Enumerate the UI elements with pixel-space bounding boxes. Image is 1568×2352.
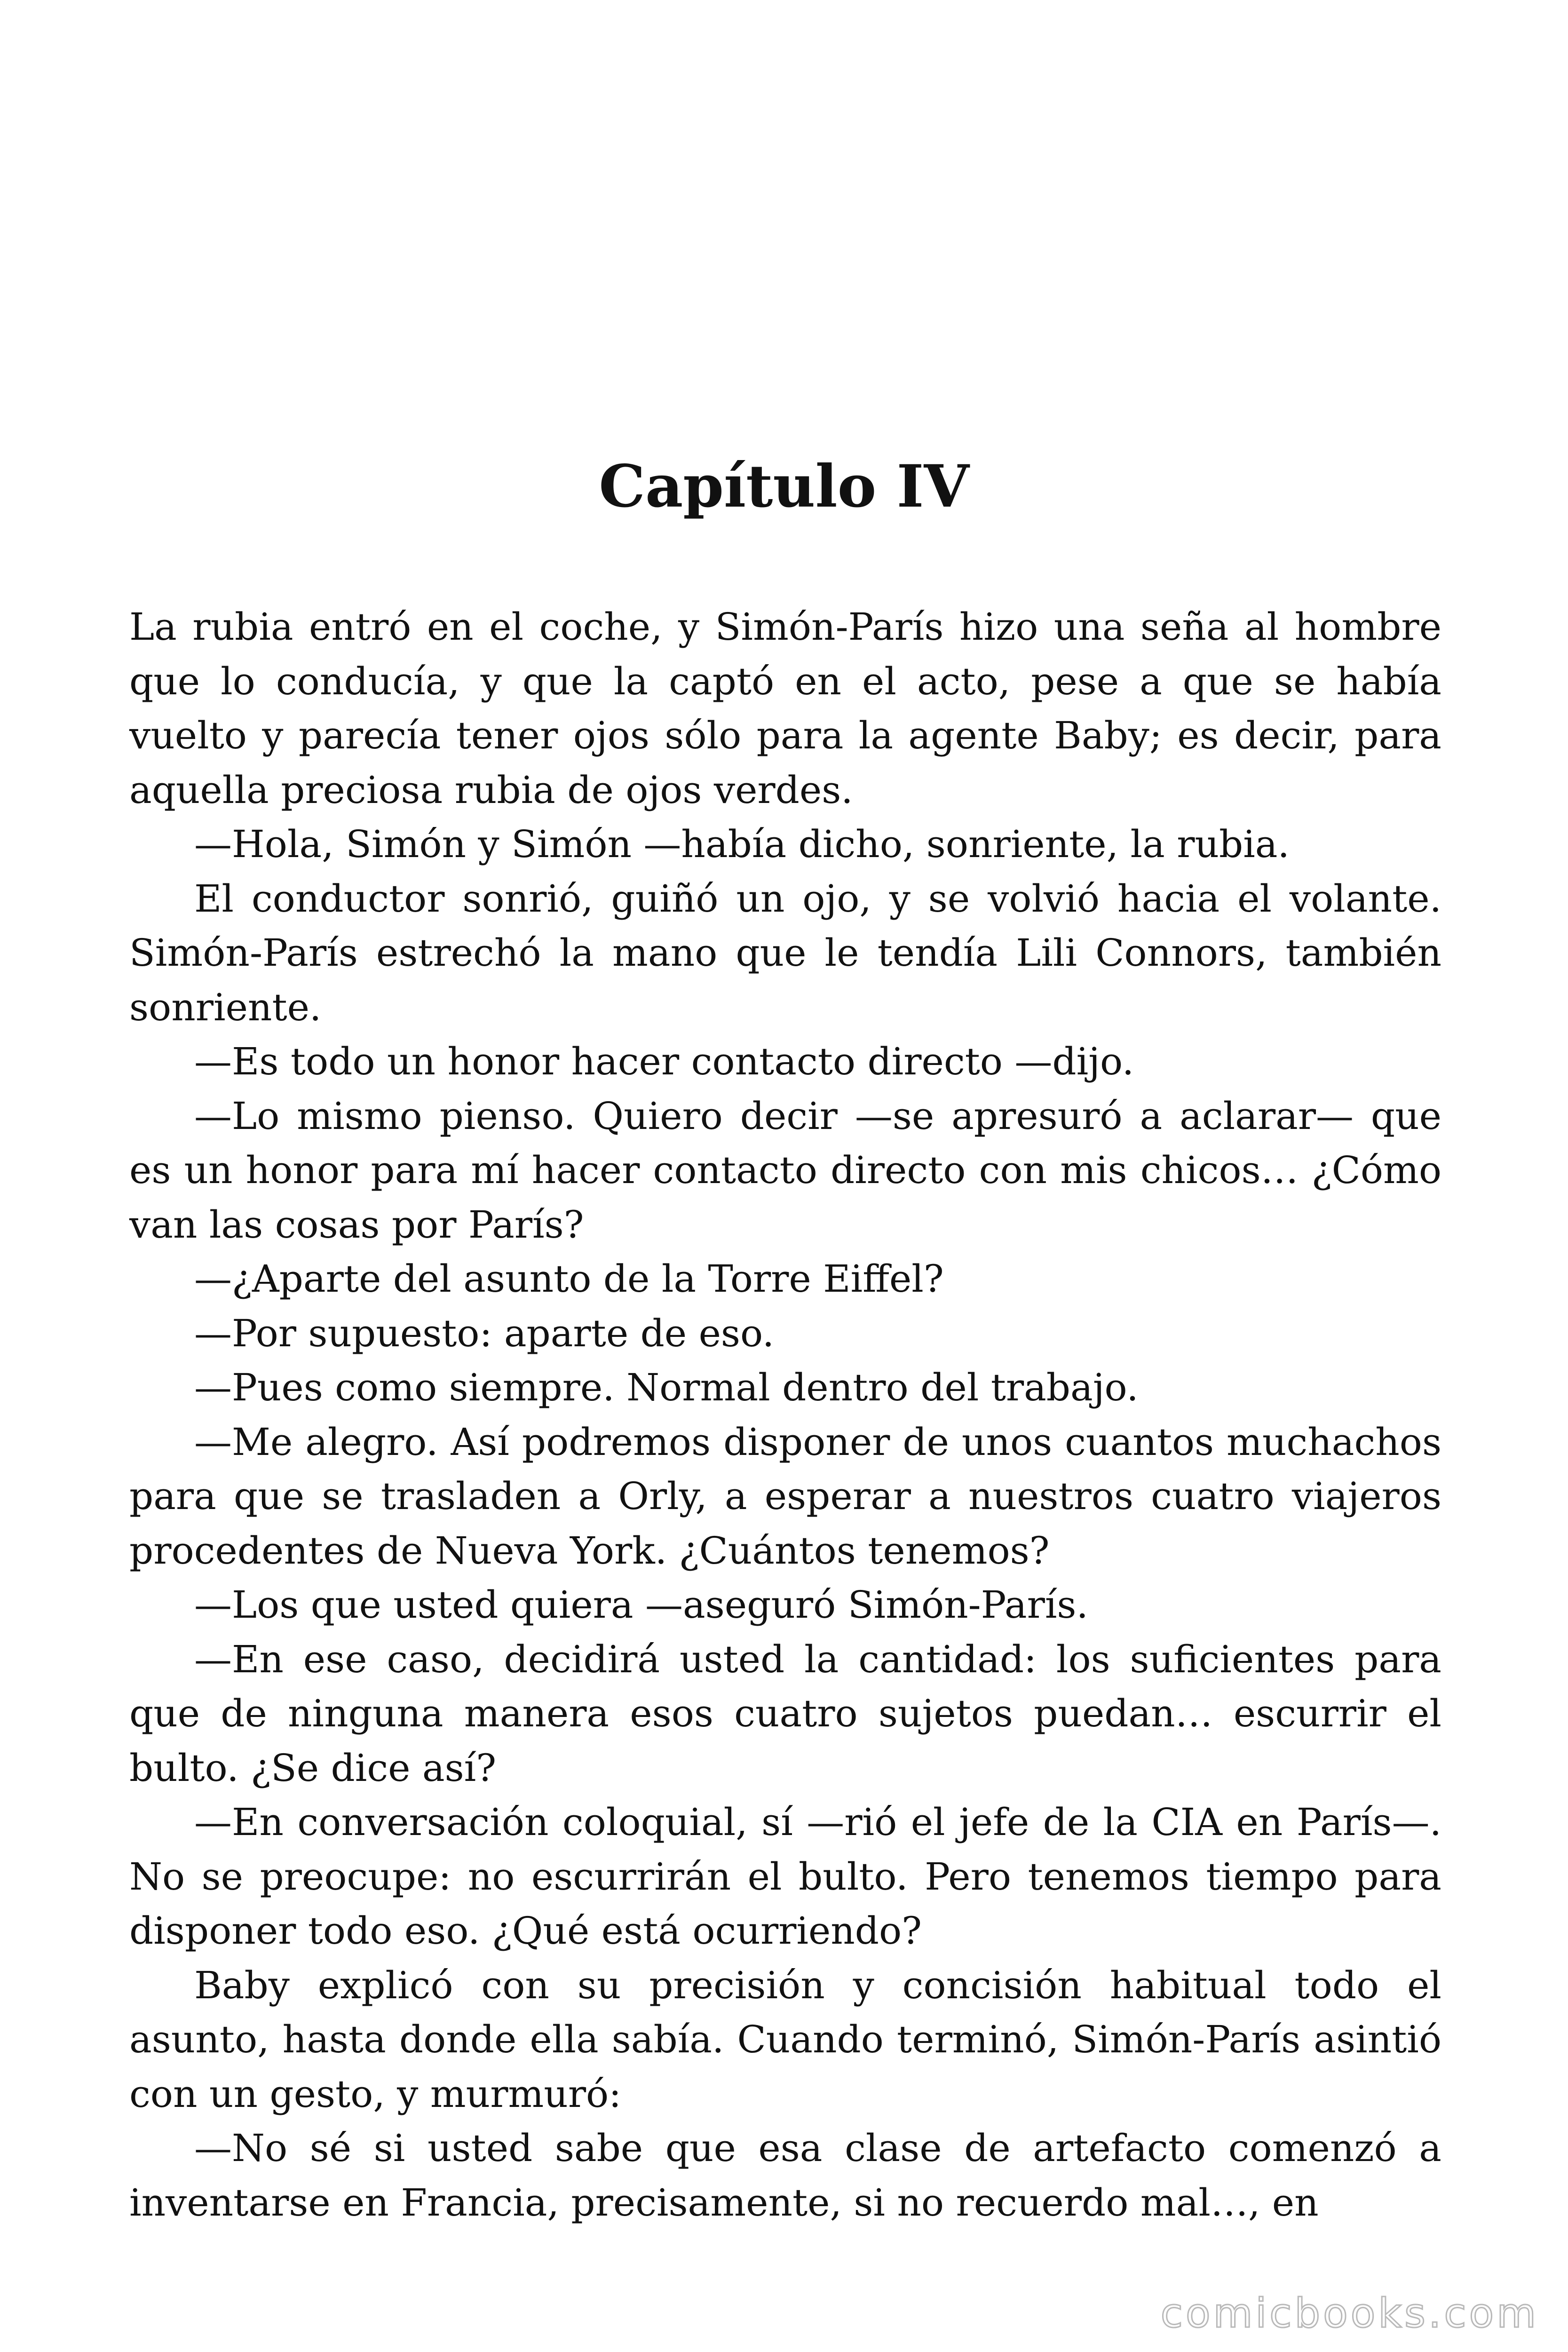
paragraph: —No sé si usted sabe que esa clase de artefacto comenzó a inventarse en Francia, precisamente, si no recuerdo mal…, en (129, 2126, 1441, 2225)
paragraph: —Me alegro. Así podremos disponer de unos cuantos muchachos para que se trasladen a Orly, a esperar a nuestros cuatro viajeros procedentes de Nueva York. ¿Cuántos tenemos? (129, 1420, 1441, 1573)
paragraph: —Es todo un honor hacer contacto directo —dijo. (194, 1040, 1134, 1083)
paragraph: —Por supuesto: aparte de eso. (194, 1311, 775, 1355)
paragraph: —¿Aparte del asunto de la Torre Eiffel? (194, 1257, 944, 1301)
paragraph: —Pues como siempre. Normal dentro del trabajo. (194, 1366, 1139, 1409)
paragraph: —Hola, Simón y Simón —había dicho, sonriente, la rubia. (194, 822, 1290, 866)
paragraph: —Lo mismo pienso. Quiero decir —se apresuró a aclarar— que es un honor para mí hacer contacto directo con mis chicos… ¿Cómo van las cosas por París? (129, 1094, 1441, 1247)
watermark: comicbooks.com (1160, 2290, 1539, 2337)
chapter-title: Capítulo IV (599, 453, 969, 521)
paragraph: El conductor sonrió, guiñó un ojo, y se volvió hacia el volante. Simón-París estrechó la mano que le tendía Lili Connors, también sonriente. (129, 876, 1441, 1029)
chapter-body (129, 600, 1441, 2230)
paragraph: —En ese caso, decidirá usted la cantidad: los suficientes para que de ninguna manera esos cuatro sujetos puedan… escurrir el bulto. ¿Se dice así? (129, 1637, 1441, 1790)
paragraph: La rubia entró en el coche, y Simón-París hizo una seña al hombre que lo conducía, y que la captó en el acto, pese a que se había vuelto y parecía tener ojos sólo para la agente Baby; es decir, para aquella preciosa rubia de ojos verdes. (129, 605, 1441, 812)
paragraph: Baby explicó con su precisión y concisión habitual todo el asunto, hasta donde ella sabía. Cuando terminó, Simón-París asintió con un gesto, y murmuró: (129, 1963, 1441, 2116)
paragraph: —En conversación coloquial, sí —rió el jefe de la CIA en París—. No se preocupe: no escurrirán el bulto. Pero tenemos tiempo para disponer todo eso. ¿Qué está ocurriendo? (129, 1800, 1441, 1953)
paragraph: —Los que usted quiera —aseguró Simón-París. (194, 1583, 1088, 1627)
